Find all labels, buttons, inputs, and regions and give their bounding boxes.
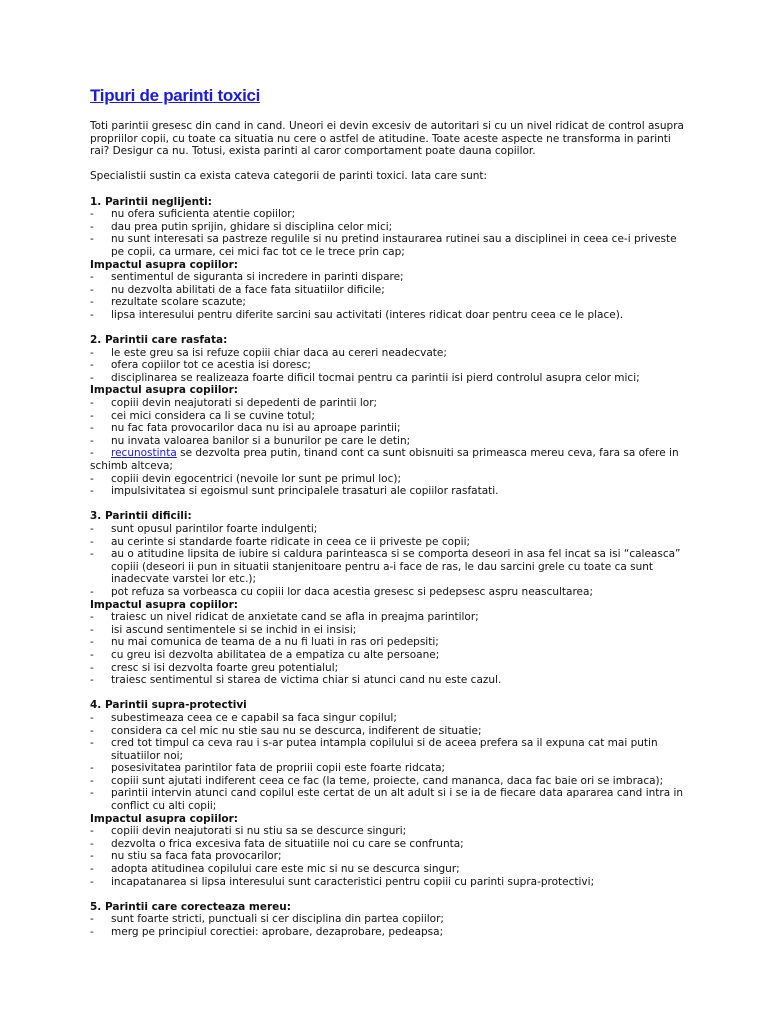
- dash-bullet: -: [90, 648, 94, 661]
- dash-bullet: -: [90, 233, 94, 246]
- parent-type-section: [90, 901, 690, 939]
- list-item: [90, 926, 690, 939]
- dash-bullet: -: [90, 472, 94, 485]
- list-item: [90, 536, 690, 549]
- list-item: [90, 850, 690, 863]
- paragraph-gap: [90, 158, 690, 171]
- list-item: [90, 611, 690, 624]
- list-item-text: isi ascund sentimentele si se inchid in ei insisi;: [111, 623, 357, 636]
- list-item: [90, 624, 690, 637]
- list-item: [90, 233, 690, 258]
- list-item-text: au o atitudine lipsita de iubire si caldura parinteasca si se comporta deseori in asa fel incat sa isi “caleasca” copiii (deseori ii pun in situatii stanjenitoare pentru a-i face de ras, le dau sarcini grele cu toate ca sunt inadecvate varstei lor etc.);: [111, 548, 681, 586]
- list-item-text: adopta atitudinea copilului care este mic si nu se descurca singur;: [111, 863, 460, 876]
- dash-bullet: -: [90, 774, 94, 787]
- list-item: [90, 422, 690, 435]
- section-heading: 4. Parintii supra-protectivi: [90, 699, 247, 712]
- dash-bullet: -: [90, 737, 94, 750]
- dash-bullet: -: [90, 296, 94, 309]
- list-item: [90, 485, 690, 498]
- list-item-text: nu ofera suficienta atentie copiilor;: [111, 208, 296, 221]
- dash-bullet: -: [90, 661, 94, 674]
- dash-bullet: -: [90, 636, 94, 649]
- list-item-text: au cerinte si standarde foarte ridicate in ceea ce ii priveste pe copii;: [111, 535, 471, 548]
- list-item-text: rezultate scolare scazute;: [111, 296, 246, 309]
- list-item-text: nu invata valoarea banilor si a bunurilor pe care le detin;: [111, 434, 411, 447]
- dash-bullet: -: [90, 863, 94, 876]
- list-item-text: se dezvolta prea putin, tinand cont ca sunt obisnuiti sa primeasca mereu ceva, fara sa ofere in schimb altceva;: [90, 447, 679, 473]
- list-item: [90, 548, 690, 586]
- list-item: [90, 309, 690, 322]
- list-item-text: dau prea putin sprijin, ghidare si disciplina celor mici;: [111, 220, 393, 233]
- list-item: [90, 838, 690, 851]
- list-item: [90, 372, 690, 385]
- dash-bullet: -: [90, 535, 94, 548]
- list-item-text: nu fac fata provocarilor daca nu isi au aproape parintii;: [111, 422, 401, 435]
- list-item-text: parintii intervin atunci cand copilul este certat de un alt adult si i se ia de fiecare data apararea cand intra in conflict cu alti copii;: [111, 787, 684, 813]
- list-item: [90, 825, 690, 838]
- list-item: [90, 473, 690, 486]
- dash-bullet: -: [90, 409, 94, 422]
- list-item: [90, 775, 690, 788]
- list-item: [90, 712, 690, 725]
- list-item: [90, 208, 690, 221]
- list-item-text: nu stiu sa faca fata provocarilor;: [111, 850, 282, 863]
- list-item-text: traiesc sentimentul si starea de victima chiar si atunci cand nu este cazul.: [111, 674, 502, 687]
- dash-bullet: -: [90, 485, 94, 498]
- list-item: [90, 523, 690, 536]
- dash-bullet: -: [90, 585, 94, 598]
- dash-bullet: -: [90, 422, 94, 435]
- list-item-text: nu dezvolta abilitati de a face fata situatiilor dificile;: [111, 283, 385, 296]
- dash-bullet: -: [90, 308, 94, 321]
- list-item-text: sentimentul de siguranta si incredere in parinti dispare;: [111, 271, 404, 284]
- list-item-text: nu sunt interesati sa pastreze regulile si nu pretind instaurarea rutinei sau a disciplinei in ceea ce-i priveste pe copii, ca urmare, cei mici fac tot ce le trece prin cap;: [111, 233, 677, 258]
- dash-bullet: -: [90, 208, 94, 221]
- impact-heading: Impactul asupra copiilor:: [90, 598, 239, 611]
- intro-lead: Specialistii sustin ca exista cateva categorii de parinti toxici. Iata care sunt:: [90, 170, 488, 183]
- sections-container: [90, 183, 690, 939]
- list-item-text: cred tot timpul ca ceva rau i s-ar putea intampla copilului si de aceea prefera sa il expuna cat mai putin situatiilor noi;: [111, 737, 658, 762]
- list-item-text: ofera copiilor tot ce acestia isi doresc;: [111, 359, 311, 372]
- list-item: [90, 296, 690, 309]
- list-item-text: sunt foarte stricti, punctuali si cer disciplina din partea copiilor;: [111, 913, 444, 926]
- parent-type-section: [90, 334, 690, 498]
- list-item-text: copiii devin neajutorati si depedenti de parintii lor;: [111, 397, 378, 410]
- list-item: [90, 271, 690, 284]
- section-gap: [90, 888, 690, 901]
- parent-type-section: [90, 510, 690, 686]
- list-item-text: considera ca cel mic nu stie sau nu se descurca, indiferent de situatie;: [111, 724, 482, 737]
- list-item-text: cresc si isi dezvolta foarte greu potentialul;: [111, 661, 339, 674]
- list-item: [90, 636, 690, 649]
- list-item: [90, 221, 690, 234]
- list-item: [90, 447, 690, 472]
- parent-type-section: [90, 699, 690, 888]
- list-item-text: sunt opusul parintilor foarte indulgenti;: [111, 523, 318, 535]
- list-item: [90, 649, 690, 662]
- list-item: [90, 586, 690, 599]
- section-gap: [90, 183, 690, 196]
- list-item: [90, 397, 690, 410]
- dash-bullet: -: [90, 837, 94, 850]
- list-item: [90, 347, 690, 360]
- list-item-text: lipsa interesului pentru diferite sarcini sau activitati (interes ridicat doar pentru ceea ce le place).: [111, 308, 624, 321]
- section-heading: 2. Parintii care rasfata:: [90, 334, 228, 347]
- list-item-text: dezvolta o frica excesiva fata de situatiile noi cu care se confrunta;: [111, 837, 464, 850]
- section-gap: [90, 498, 690, 511]
- dash-bullet: -: [90, 434, 94, 447]
- list-item: [90, 725, 690, 738]
- list-item-text: le este greu sa isi refuze copiii chiar daca au cereri neadecvate;: [111, 346, 447, 359]
- list-item: [90, 876, 690, 889]
- list-item-text: cei mici considera ca li se cuvine totul;: [111, 409, 315, 422]
- dash-bullet: -: [90, 611, 94, 624]
- list-item: [90, 913, 690, 926]
- list-item-text: pot refuza sa vorbeasca cu copiii lor daca acestia gresesc si pedepsesc aspru neascultarea;: [111, 585, 593, 598]
- dash-bullet: -: [90, 371, 94, 384]
- list-item-text: cu greu isi dezvolta abilitatea de a empatiza cu alte persoane;: [111, 648, 440, 661]
- dash-bullet: -: [90, 346, 94, 359]
- list-item: [90, 762, 690, 775]
- dash-bullet: -: [90, 447, 94, 460]
- section-heading: 1. Parintii neglijenti:: [90, 195, 212, 208]
- list-item-text: copiii devin neajutorati si nu stiu sa se descurce singuri;: [111, 825, 407, 838]
- section-heading: 3. Parintii dificili:: [90, 510, 192, 523]
- intro-paragraph: Toti parintii gresesc din cand in cand. Uneori ei devin excesiv de autoritari si cu un nivel ridicat de control asupra propriilor copii, cu toate ca situatia nu cere o astfel de atitudine. Toate aceste aspecte ne transforma in parinti rai? Desigur ca nu. Totusi, exista parinti al caror comportament poate dauna copiilor.: [90, 120, 684, 158]
- list-item-text: nu mai comunica de teama de a nu fi luati in ras ori pedepsiti;: [111, 636, 439, 649]
- list-item-text: copiii devin egocentrici (nevoile lor sunt pe primul loc);: [111, 472, 401, 485]
- list-item-text: copiii sunt ajutati indiferent ceea ce fac (la teme, proiecte, cand mananca, daca fac baie ori se imbraca);: [111, 774, 664, 787]
- list-item-text: impulsivitatea si egoismul sunt principalele trasaturi ale copiilor rasfatati.: [111, 485, 499, 498]
- dash-bullet: -: [90, 926, 94, 938]
- dash-bullet: -: [90, 623, 94, 636]
- list-item-text: incapatanarea si lipsa interesului sunt caracteristici pentru copiii cu parinti supra-protectivi;: [111, 875, 595, 888]
- dash-bullet: -: [90, 711, 94, 724]
- list-item-text: merg pe principiul corectiei: aprobare, dezaprobare, pedeapsa;: [111, 926, 444, 938]
- dash-bullet: -: [90, 787, 94, 800]
- dash-bullet: -: [90, 548, 94, 561]
- list-item: [90, 435, 690, 448]
- dash-bullet: -: [90, 283, 94, 296]
- dash-bullet: -: [90, 397, 94, 410]
- dash-bullet: -: [90, 825, 94, 838]
- dash-bullet: -: [90, 271, 94, 284]
- list-item-text: traiesc un nivel ridicat de anxietate cand se afla in preajma parintilor;: [111, 611, 479, 624]
- dash-bullet: -: [90, 762, 94, 775]
- dash-bullet: -: [90, 875, 94, 888]
- list-item-text: subestimeaza ceea ce e capabil sa faca singur copilul;: [111, 711, 397, 724]
- list-item: [90, 410, 690, 423]
- recunostinta-link[interactable]: recunostinta: [111, 447, 177, 460]
- dash-bullet: -: [90, 850, 94, 863]
- list-item: [90, 674, 690, 687]
- list-item: [90, 787, 690, 812]
- section-gap: [90, 322, 690, 335]
- parent-type-section: [90, 196, 690, 322]
- dash-bullet: -: [90, 674, 94, 687]
- list-item-text: posesivitatea parintilor fata de propriii copii este foarte ridcata;: [111, 762, 446, 775]
- list-item: [90, 359, 690, 372]
- dash-bullet: -: [90, 523, 94, 535]
- section-heading: 5. Parintii care corecteaza mereu:: [90, 900, 291, 913]
- dash-bullet: -: [90, 724, 94, 737]
- section-gap: [90, 687, 690, 700]
- list-item: [90, 737, 690, 762]
- impact-heading: Impactul asupra copiilor:: [90, 258, 239, 271]
- document-body: [90, 120, 690, 939]
- list-item: [90, 662, 690, 675]
- dash-bullet: -: [90, 220, 94, 233]
- dash-bullet: -: [90, 913, 94, 926]
- list-item: [90, 284, 690, 297]
- impact-heading: Impactul asupra copiilor:: [90, 812, 239, 825]
- list-item-text: disciplinarea se realizeaza foarte dificil tocmai pentru ca parintii isi pierd controlul asupra celor mici;: [111, 371, 640, 384]
- dash-bullet: -: [90, 359, 94, 372]
- impact-heading: Impactul asupra copiilor:: [90, 384, 239, 397]
- document-title[interactable]: Tipuri de parinti toxici: [90, 86, 261, 105]
- list-item: [90, 863, 690, 876]
